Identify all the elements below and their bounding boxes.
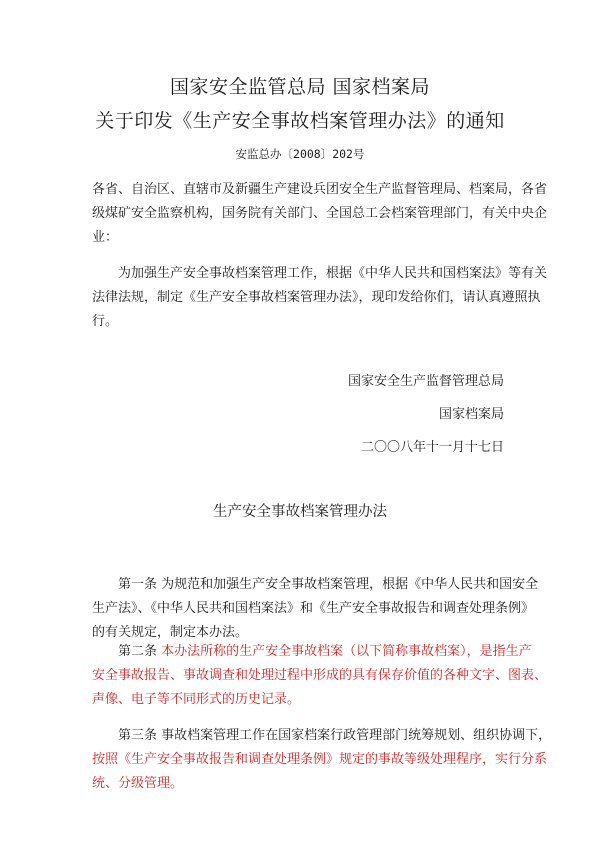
- title-line-1: 国家安全监管总局 国家档案局: [169, 76, 431, 98]
- signature-org-1: 国家安全生产监督管理总局: [347, 374, 504, 389]
- notice-line-3: 行。: [92, 314, 119, 329]
- signature-date: 二〇〇八年十一月十七日: [360, 440, 504, 455]
- article-1-line-2: 生产法》、《中华人民共和国档案法》和《生产安全事故报告和调查处理条例》: [92, 601, 535, 616]
- article-2-text-1: 本办法所称的生产安全事故档案（以下简称事故档案），是指生产: [161, 644, 532, 659]
- title-line-2: 关于印发《生产安全事故档案管理办法》的通知: [95, 110, 505, 132]
- measures-title: 生产安全事故档案管理办法: [213, 504, 387, 520]
- notice-line-2: 法律法规，制定《生产安全事故档案管理办法》，现印发给你们，请认真遵照执: [92, 290, 541, 305]
- article-2-label: 第二条: [118, 644, 162, 659]
- article-1-line-3: 的有关规定，制定本办法。: [92, 625, 249, 640]
- recipients-line-3: 业：: [92, 230, 119, 245]
- article-2-line-2: 安全事故报告、事故调查和处理过程中形成的具有保存价值的各种文字、图表、: [92, 668, 548, 683]
- document-number: 安监总办〔2008〕202号: [235, 147, 365, 161]
- recipients-line-2: 级煤矿安全监察机构，国务院有关部门、全国总工会档案管理部门，有关中央企: [92, 206, 548, 221]
- notice-line-1: 为加强生产安全事故档案管理工作，根据《中华人民共和国档案法》等有关: [118, 266, 548, 281]
- article-3-line-1: 第三条 事故档案管理工作在国家档案行政管理部门统筹规划、组织协调下，: [118, 728, 552, 743]
- article-2-line-3: 声像、电子等不同形式的历史记录。: [92, 692, 301, 707]
- signature-org-2: 国家档案局: [438, 407, 504, 422]
- article-1-line-1: 第一条 为规范和加强生产安全事故档案管理，根据《中华人民共和国安全: [118, 577, 539, 592]
- article-3-line-2: 按照《生产安全事故报告和调查处理条例》规定的事故等级处理程序，实行分系: [92, 752, 548, 767]
- article-3-line-3: 统、分级管理。: [92, 776, 184, 791]
- recipients-line-1: 各省、自治区、直辖市及新疆生产建设兵团安全生产监督管理局、档案局，各省: [92, 182, 548, 197]
- article-2-line-1: [118, 640, 538, 664]
